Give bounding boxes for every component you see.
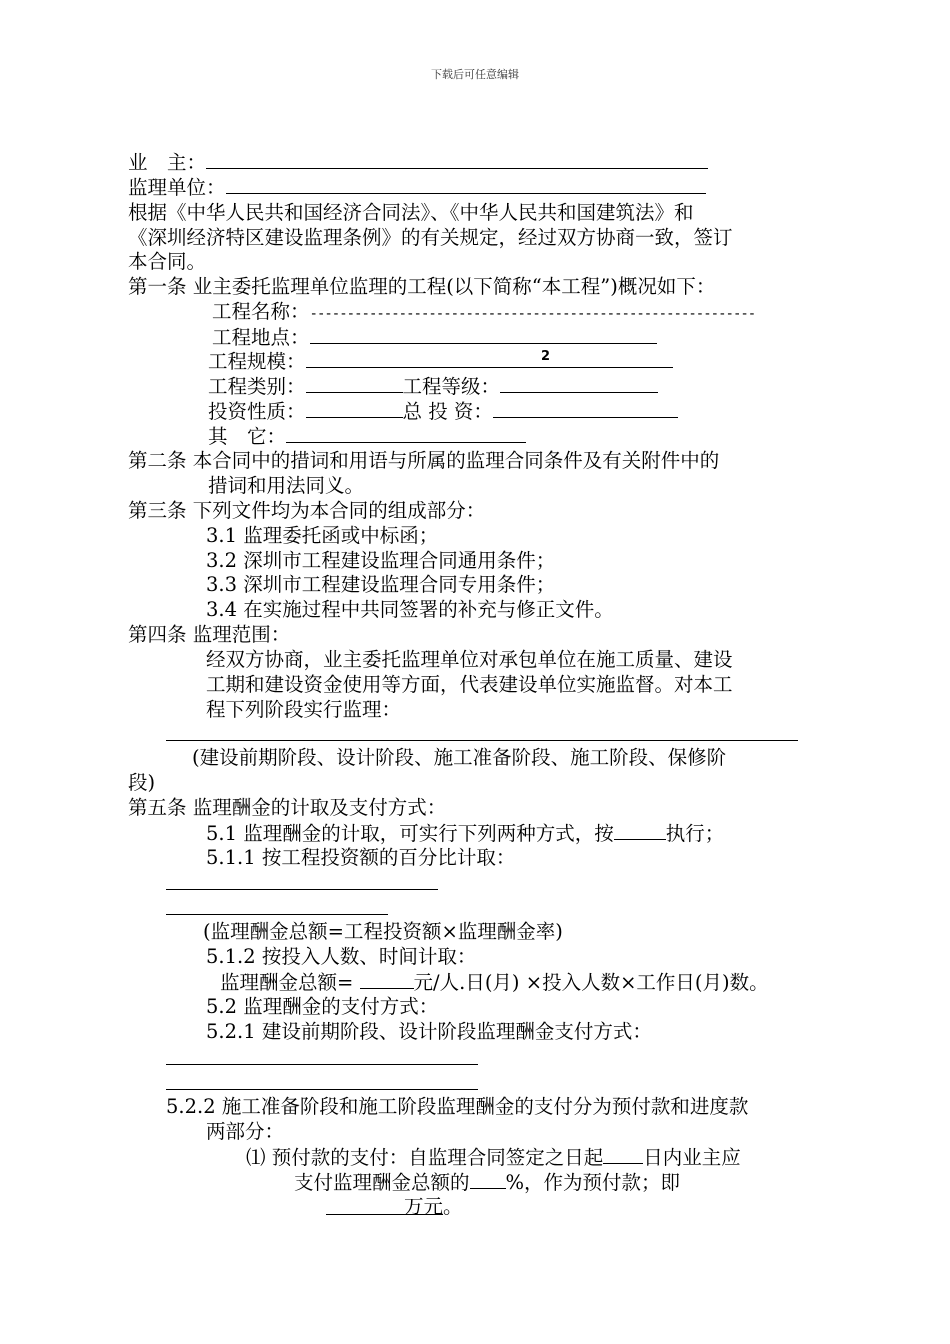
total-investment-label: 总 投 资： <box>402 400 493 423</box>
other-label: 其 它： <box>208 425 287 448</box>
project-location-line <box>212 325 657 350</box>
supervisor-label: 监理单位： <box>128 176 226 199</box>
owner-label: 业 主： <box>128 151 207 174</box>
formula-2-label: 监理酬金总额= <box>220 971 360 994</box>
project-location-label: 工程地点： <box>212 326 310 349</box>
art4-body-line-2: 工期和建设资金使用等方面，代表建设单位实施监督。对本工 <box>206 673 733 696</box>
project-type-field[interactable] <box>306 374 403 393</box>
advance-percent-field[interactable] <box>470 1170 506 1189</box>
art3-item: 3.3 深圳市工程建设监理合同专用条件； <box>206 573 556 596</box>
s511-line: 5.1.1 按工程投资额的百分比计取： <box>206 846 516 869</box>
header-note: 下载后可任意编辑 <box>431 68 519 81</box>
investment-nature-label: 投资性质： <box>208 400 306 423</box>
project-name-label: 工程名称： <box>212 300 310 323</box>
supervisor-field[interactable] <box>226 175 706 194</box>
art2-line-1: 第二条 本合同中的措词和用语与所属的监理合同条件及有关附件中的 <box>128 449 720 472</box>
s52-line: 5.2 监理酬金的支付方式： <box>206 995 439 1018</box>
s521-field-1[interactable] <box>166 1064 478 1065</box>
advance-amount-field[interactable] <box>326 1195 404 1218</box>
art3-item: 3.4 在实施过程中共同签署的补充与修正文件。 <box>206 598 614 621</box>
advance-line-2 <box>294 1170 680 1195</box>
project-type-label: 工程类别： <box>208 375 306 398</box>
advance-text-2: 支付监理酬金总额的 <box>294 1171 470 1194</box>
s51-execute: 执行； <box>665 822 725 845</box>
formula-2-rate-field[interactable] <box>360 970 414 989</box>
art4-title: 第四条 监理范围： <box>128 623 291 646</box>
advance-amount-unit: 万元 <box>404 1195 444 1218</box>
formula-2-line <box>220 970 769 995</box>
project-scale-line <box>208 349 673 374</box>
preamble-line-2: 《深圳经济特区建设监理条例》的有关规定，经过双方协商一致，签订 <box>128 226 733 249</box>
project-grade-label: 工程等级： <box>402 375 501 398</box>
other-line <box>208 424 526 449</box>
scale-mark: 2 <box>541 349 551 364</box>
project-grade-field[interactable] <box>500 374 658 393</box>
s511-field-1[interactable] <box>166 889 438 890</box>
project-name-field[interactable]: ------------------------------------------------------------ <box>309 306 756 322</box>
art4-body-line-1: 经双方协商，业主委托监理单位对承包单位在施工质量、建设 <box>206 648 733 671</box>
s51-method-field[interactable] <box>614 821 666 840</box>
advance-text-1: ⑴ 预付款的支付：自监理合同签定之日起 <box>246 1146 604 1169</box>
formula-1: (监理酬金总额=工程投资额×监理酬金率) <box>203 920 563 943</box>
investment-nature-field[interactable] <box>306 399 403 418</box>
art3-title: 第三条 下列文件均为本合同的组成部分： <box>128 499 486 522</box>
project-name-line <box>212 300 755 326</box>
owner-field[interactable] <box>206 150 708 169</box>
advance-text-1b: 日内业主应 <box>643 1146 741 1169</box>
s521-line: 5.2.1 建设前期阶段、设计阶段监理酬金支付方式： <box>206 1020 652 1043</box>
other-field[interactable] <box>286 424 526 443</box>
s51-line <box>206 821 724 846</box>
preamble-line-3: 本合同。 <box>128 250 207 273</box>
art4-stages-2: 段) <box>128 771 156 794</box>
formula-2-rest: 元/人.日(月) ×投入人数×工作日(月)数。 <box>413 971 769 994</box>
project-type-line <box>208 374 658 399</box>
art4-body-line-3: 程下列阶段实行监理： <box>206 698 402 721</box>
art5-title: 第五条 监理酬金的计取及支付方式： <box>128 796 447 819</box>
art1-title: 第一条 业主委托监理单位监理的工程(以下简称“本工程”)概况如下： <box>128 275 716 298</box>
supervisor-line <box>128 175 706 200</box>
s511-field-2[interactable] <box>166 914 388 915</box>
advance-text-2b: %，作为预付款；即 <box>505 1171 681 1194</box>
art4-stages-1: (建设前期阶段、设计阶段、施工准备阶段、施工阶段、保修阶 <box>192 746 727 769</box>
art2-line-2: 措词和用法同义。 <box>208 474 365 497</box>
advance-days-field[interactable] <box>603 1145 643 1164</box>
project-scale-label: 工程规模： <box>208 350 306 373</box>
s521-field-2[interactable] <box>166 1089 478 1090</box>
preamble-line-1: 根据《中华人民共和国经济合同法》、《中华人民共和国建筑法》和 <box>128 201 694 224</box>
project-location-field[interactable] <box>310 325 657 344</box>
advance-line-1 <box>246 1145 741 1170</box>
project-scale-field[interactable] <box>306 349 673 368</box>
scope-field[interactable] <box>166 740 798 741</box>
total-investment-field[interactable] <box>493 399 678 418</box>
s512-line: 5.1.2 按投入人数、时间计取： <box>206 945 477 968</box>
owner-line <box>128 150 708 175</box>
s522-line-2: 两部分： <box>206 1120 285 1143</box>
investment-line <box>208 399 678 424</box>
advance-line-3 <box>326 1195 463 1219</box>
s522-line-1: 5.2.2 施工准备阶段和施工阶段监理酬金的支付分为预付款和进度款 <box>166 1095 749 1118</box>
art3-item: 3.1 监理委托函或中标函； <box>206 524 439 547</box>
advance-amount-end: 。 <box>443 1195 463 1218</box>
art3-item: 3.2 深圳市工程建设监理合同通用条件； <box>206 549 556 572</box>
s51-text: 5.1 监理酬金的计取，可实行下列两种方式，按 <box>206 822 614 845</box>
